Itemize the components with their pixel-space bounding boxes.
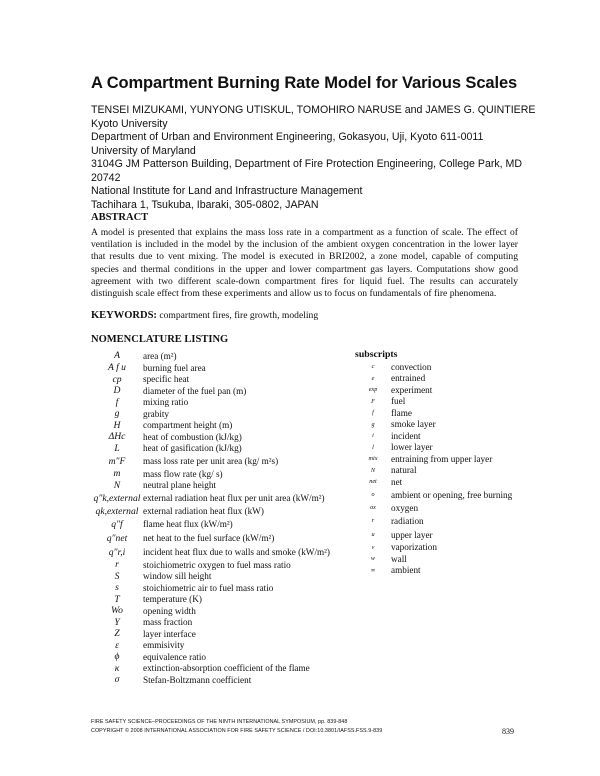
subscript-definition: vaporization xyxy=(391,542,437,553)
subscript-definition: upper layer xyxy=(391,529,433,540)
nomenclature-definition: specific heat xyxy=(143,374,190,385)
nomenclature-definition: net heat to the fuel surface (kW/m²) xyxy=(143,533,275,543)
nomenclature-row xyxy=(91,605,361,617)
affiliation-line: 20742 xyxy=(91,171,121,184)
nomenclature-definition: external radiation heat flux per unit area (kW/m²) xyxy=(143,493,325,503)
nomenclature-definition: equivalence ratio xyxy=(143,651,207,662)
nomenclature-row xyxy=(91,531,361,545)
nomenclature-row xyxy=(91,628,361,640)
nomenclature-row xyxy=(91,640,361,652)
nomenclature-definition: external radiation heat flux (kW) xyxy=(143,506,264,516)
subscript-definition: entrained xyxy=(391,373,426,384)
abstract-heading: ABSTRACT xyxy=(91,212,149,223)
footer-copyright: COPYRIGHT © 2008 INTERNATIONAL ASSOCIATION FOR FIRE SAFETY SCIENCE / DOI:10.3801/IAFSS.FSS.9-839 xyxy=(91,727,383,734)
subscript-definition: ambient xyxy=(391,565,421,576)
nomenclature-row xyxy=(91,468,361,480)
paper-title: A Compartment Burning Rate Model for Various Scales xyxy=(91,74,518,92)
footer-proceedings: FIRE SAFETY SCIENCE–PROCEEDINGS OF THE NINTH INTERNATIONAL SYMPOSIUM, pp. 839-848 xyxy=(91,719,348,725)
subscript-row xyxy=(355,373,555,385)
nomenclature-definition: neutral plane height xyxy=(143,480,216,491)
nomenclature-definition: mass loss rate per unit area (kg/ m²s) xyxy=(143,456,279,466)
nomenclature-symbol: T xyxy=(114,593,120,605)
nomenclature-definition: mass fraction xyxy=(143,617,193,628)
subscripts-list xyxy=(355,349,555,576)
nomenclature-definition: area (m²) xyxy=(143,350,177,361)
subscript-row xyxy=(355,553,555,565)
keywords-line xyxy=(91,310,318,321)
subscript-row xyxy=(355,419,555,431)
subscript-definition: net xyxy=(391,476,403,487)
nomenclature-list xyxy=(91,349,361,686)
subscript-definition: entraining from upper layer xyxy=(391,453,493,464)
subscript-symbol: e xyxy=(371,374,375,382)
nomenclature-definition: opening width xyxy=(143,605,196,616)
nomenclature-symbol: m xyxy=(113,468,121,480)
subscript-row xyxy=(355,407,555,419)
nomenclature-definition: flame heat flux (kW/m²) xyxy=(143,519,233,529)
subscript-row xyxy=(355,488,555,502)
subscript-definition: smoke layer xyxy=(391,419,436,430)
nomenclature-definition: compartment height (m) xyxy=(143,420,233,431)
nomenclature-row xyxy=(91,663,361,675)
nomenclature-definition: heat of combustion (kJ/kg) xyxy=(143,431,242,442)
subscript-symbol: N xyxy=(370,466,376,474)
nomenclature-symbol: r xyxy=(115,559,119,571)
affiliation-line: Kyoto University xyxy=(91,117,168,130)
nomenclature-row xyxy=(91,397,361,409)
nomenclature-symbol: S xyxy=(114,570,120,582)
nomenclature-row xyxy=(91,594,361,606)
nomenclature-row xyxy=(91,374,361,386)
nomenclature-row xyxy=(91,408,361,420)
nomenclature-definition: mixing ratio xyxy=(143,397,189,408)
nomenclature-symbol: σ xyxy=(114,674,120,686)
nomenclature-row xyxy=(91,362,361,374)
nomenclature-symbol: N xyxy=(113,479,121,491)
nomenclature-definition: stoichiometric oxygen to fuel mass ratio xyxy=(143,559,291,570)
page-footer xyxy=(91,718,382,735)
subscript-definition: flame xyxy=(391,407,412,418)
nomenclature-symbol: L xyxy=(114,442,120,454)
nomenclature-definition: layer interface xyxy=(143,628,196,639)
nomenclature-row xyxy=(91,651,361,663)
affiliation-line: 3104G JM Patterson Building, Department of Fire Protection Engineering, College Park, MD xyxy=(91,158,523,170)
subscript-row xyxy=(355,465,555,477)
subscript-definition: natural xyxy=(391,465,417,476)
nomenclature-heading: NOMENCLATURE LISTING xyxy=(91,334,229,345)
nomenclature-definition: stoichiometric air to fuel mass ratio xyxy=(143,582,274,593)
nomenclature-symbol: A xyxy=(114,350,120,361)
nomenclature-symbol: g xyxy=(114,408,120,420)
subscript-definition: oxygen xyxy=(391,502,419,513)
subscript-row xyxy=(355,502,555,514)
keywords-text: compartment fires, fire growth, modeling xyxy=(159,310,319,321)
nomenclature-symbol: cp xyxy=(112,373,122,385)
subscript-symbol: g xyxy=(371,420,375,428)
subscript-definition: convection xyxy=(391,361,432,372)
subscript-definition: ambient or opening, free burning xyxy=(391,489,513,500)
nomenclature-symbol: m″F xyxy=(108,455,126,467)
nomenclature-symbol: q″r,i xyxy=(108,546,126,558)
affiliation-line: Tachihara 1, Tsukuba, Ibaraki, 305-0802, JAPAN xyxy=(91,198,319,211)
nomenclature-symbol: D xyxy=(113,385,121,397)
nomenclature-symbol: q″net xyxy=(106,532,128,544)
nomenclature-row xyxy=(91,617,361,629)
nomenclature-row xyxy=(91,385,361,397)
nomenclature-symbol: f xyxy=(115,396,119,408)
nomenclature-definition: diameter of the fuel pan (m) xyxy=(143,385,247,396)
nomenclature-definition: temperature (K) xyxy=(143,594,202,605)
subscript-symbol: f xyxy=(372,409,374,417)
subscript-symbol: r xyxy=(371,517,375,524)
nomenclature-symbol: Wo xyxy=(111,605,123,617)
subscript-symbol: mix xyxy=(368,455,378,463)
nomenclature-symbol: H xyxy=(113,419,121,431)
subscript-symbol: F xyxy=(371,397,375,405)
subscripts-heading: subscripts xyxy=(355,349,398,360)
subscript-symbol: v xyxy=(371,543,375,551)
nomenclature-row xyxy=(91,420,361,432)
abstract-text: A model is presented that explains the mass loss rate in a compartment as a function of scale. The effect of ventilation is included in the model by the inclusion of the ambient oxygen concentration in the lower layer that results due to vent mixing. The model is executed in BRI2002, a zone model, capable of computing species and thermal conditions in the upper and lower compartment gas layers. Computations show good agreement with two different scale-down compartment fires for liquid fuel. The results can accurately distinguish scale effect from these experiments and allow us to focus on fundamentals of fire phenomena. xyxy=(91,227,518,300)
subscript-row xyxy=(355,361,555,373)
nomenclature-row xyxy=(91,674,361,686)
subscript-row xyxy=(355,476,555,488)
nomenclature-symbol: q″k,external xyxy=(93,492,141,504)
nomenclature-row xyxy=(91,517,361,531)
affiliation-line: Department of Urban and Environment Engineering, Gokasyou, Uji, Kyoto 611-0011 xyxy=(91,131,484,143)
subscript-row xyxy=(355,430,555,442)
nomenclature-row xyxy=(91,571,361,583)
subscript-row xyxy=(355,442,555,454)
nomenclature-row xyxy=(91,582,361,594)
nomenclature-row xyxy=(91,349,361,362)
nomenclature-definition: heat of gasification (kJ/kg) xyxy=(143,443,242,454)
subscript-symbol: c xyxy=(371,363,375,371)
subscript-row xyxy=(355,453,555,465)
nomenclature-symbol: ε xyxy=(115,639,119,651)
nomenclature-symbol: s xyxy=(115,582,119,594)
subscript-row xyxy=(355,384,555,396)
subscript-symbol: ox xyxy=(370,504,376,511)
nomenclature-symbol: A f u xyxy=(108,362,126,374)
nomenclature-definition: window sill height xyxy=(143,571,212,582)
subscript-symbol: i xyxy=(372,432,374,440)
subscript-row xyxy=(355,514,555,528)
subscript-symbol: ∞ xyxy=(370,566,376,574)
affiliation-line: University of Maryland xyxy=(91,144,196,157)
nomenclature-row xyxy=(91,505,361,517)
subscript-row xyxy=(355,396,555,408)
subscript-row xyxy=(355,528,555,542)
subscript-symbol: w xyxy=(370,555,376,563)
nomenclature-definition: emmisivity xyxy=(143,640,185,651)
nomenclature-symbol: ΔHc xyxy=(108,431,126,443)
nomenclature-definition: extinction-absorption coefficient of the flame xyxy=(143,663,310,674)
nomenclature-definition: mass flow rate (kg/ s) xyxy=(143,468,223,479)
subscript-symbol: u xyxy=(371,531,375,538)
nomenclature-definition: Stefan-Boltzmann coefficient xyxy=(143,674,252,685)
nomenclature-row xyxy=(91,454,361,468)
nomenclature-row xyxy=(91,491,361,505)
subscript-definition: wall xyxy=(391,553,407,564)
nomenclature-definition: grabity xyxy=(143,408,170,419)
nomenclature-symbol: κ xyxy=(114,662,120,674)
subscript-definition: lower layer xyxy=(391,442,433,453)
subscript-symbol: net xyxy=(369,478,377,486)
keywords-label: KEYWORDS: xyxy=(91,310,157,321)
nomenclature-row xyxy=(91,443,361,455)
subscript-row xyxy=(355,565,555,577)
page-number: 839 xyxy=(502,727,514,736)
nomenclature-symbol: ϕ xyxy=(114,651,120,663)
subscript-definition: experiment xyxy=(391,384,433,395)
nomenclature-symbol: Y xyxy=(114,616,120,628)
nomenclature-definition: incident heat flux due to walls and smoke (kW/m²) xyxy=(143,547,330,557)
subscript-definition: radiation xyxy=(391,515,424,526)
nomenclature-row xyxy=(91,431,361,443)
affiliation-line: National Institute for Land and Infrastructure Management xyxy=(91,185,363,197)
subscript-row xyxy=(355,542,555,554)
nomenclature-symbol: q″f xyxy=(111,518,123,530)
subscript-symbol: o xyxy=(371,491,375,498)
nomenclature-row xyxy=(91,480,361,492)
nomenclature-row xyxy=(91,545,361,559)
subscript-symbol: exp xyxy=(368,386,378,394)
nomenclature-symbol: qk,external xyxy=(95,505,139,517)
author-affiliation-block xyxy=(91,104,541,212)
nomenclature-definition: burning fuel area xyxy=(143,362,206,373)
subscript-definition: fuel xyxy=(391,396,406,407)
author-line: TENSEI MIZUKAMI, YUNYONG UTISKUL, TOMOHIRO NARUSE and JAMES G. QUINTIERE xyxy=(91,104,536,116)
subscript-symbol: l xyxy=(372,443,374,451)
subscript-definition: incident xyxy=(391,430,421,441)
nomenclature-symbol: Z xyxy=(114,628,120,640)
nomenclature-row xyxy=(91,559,361,571)
